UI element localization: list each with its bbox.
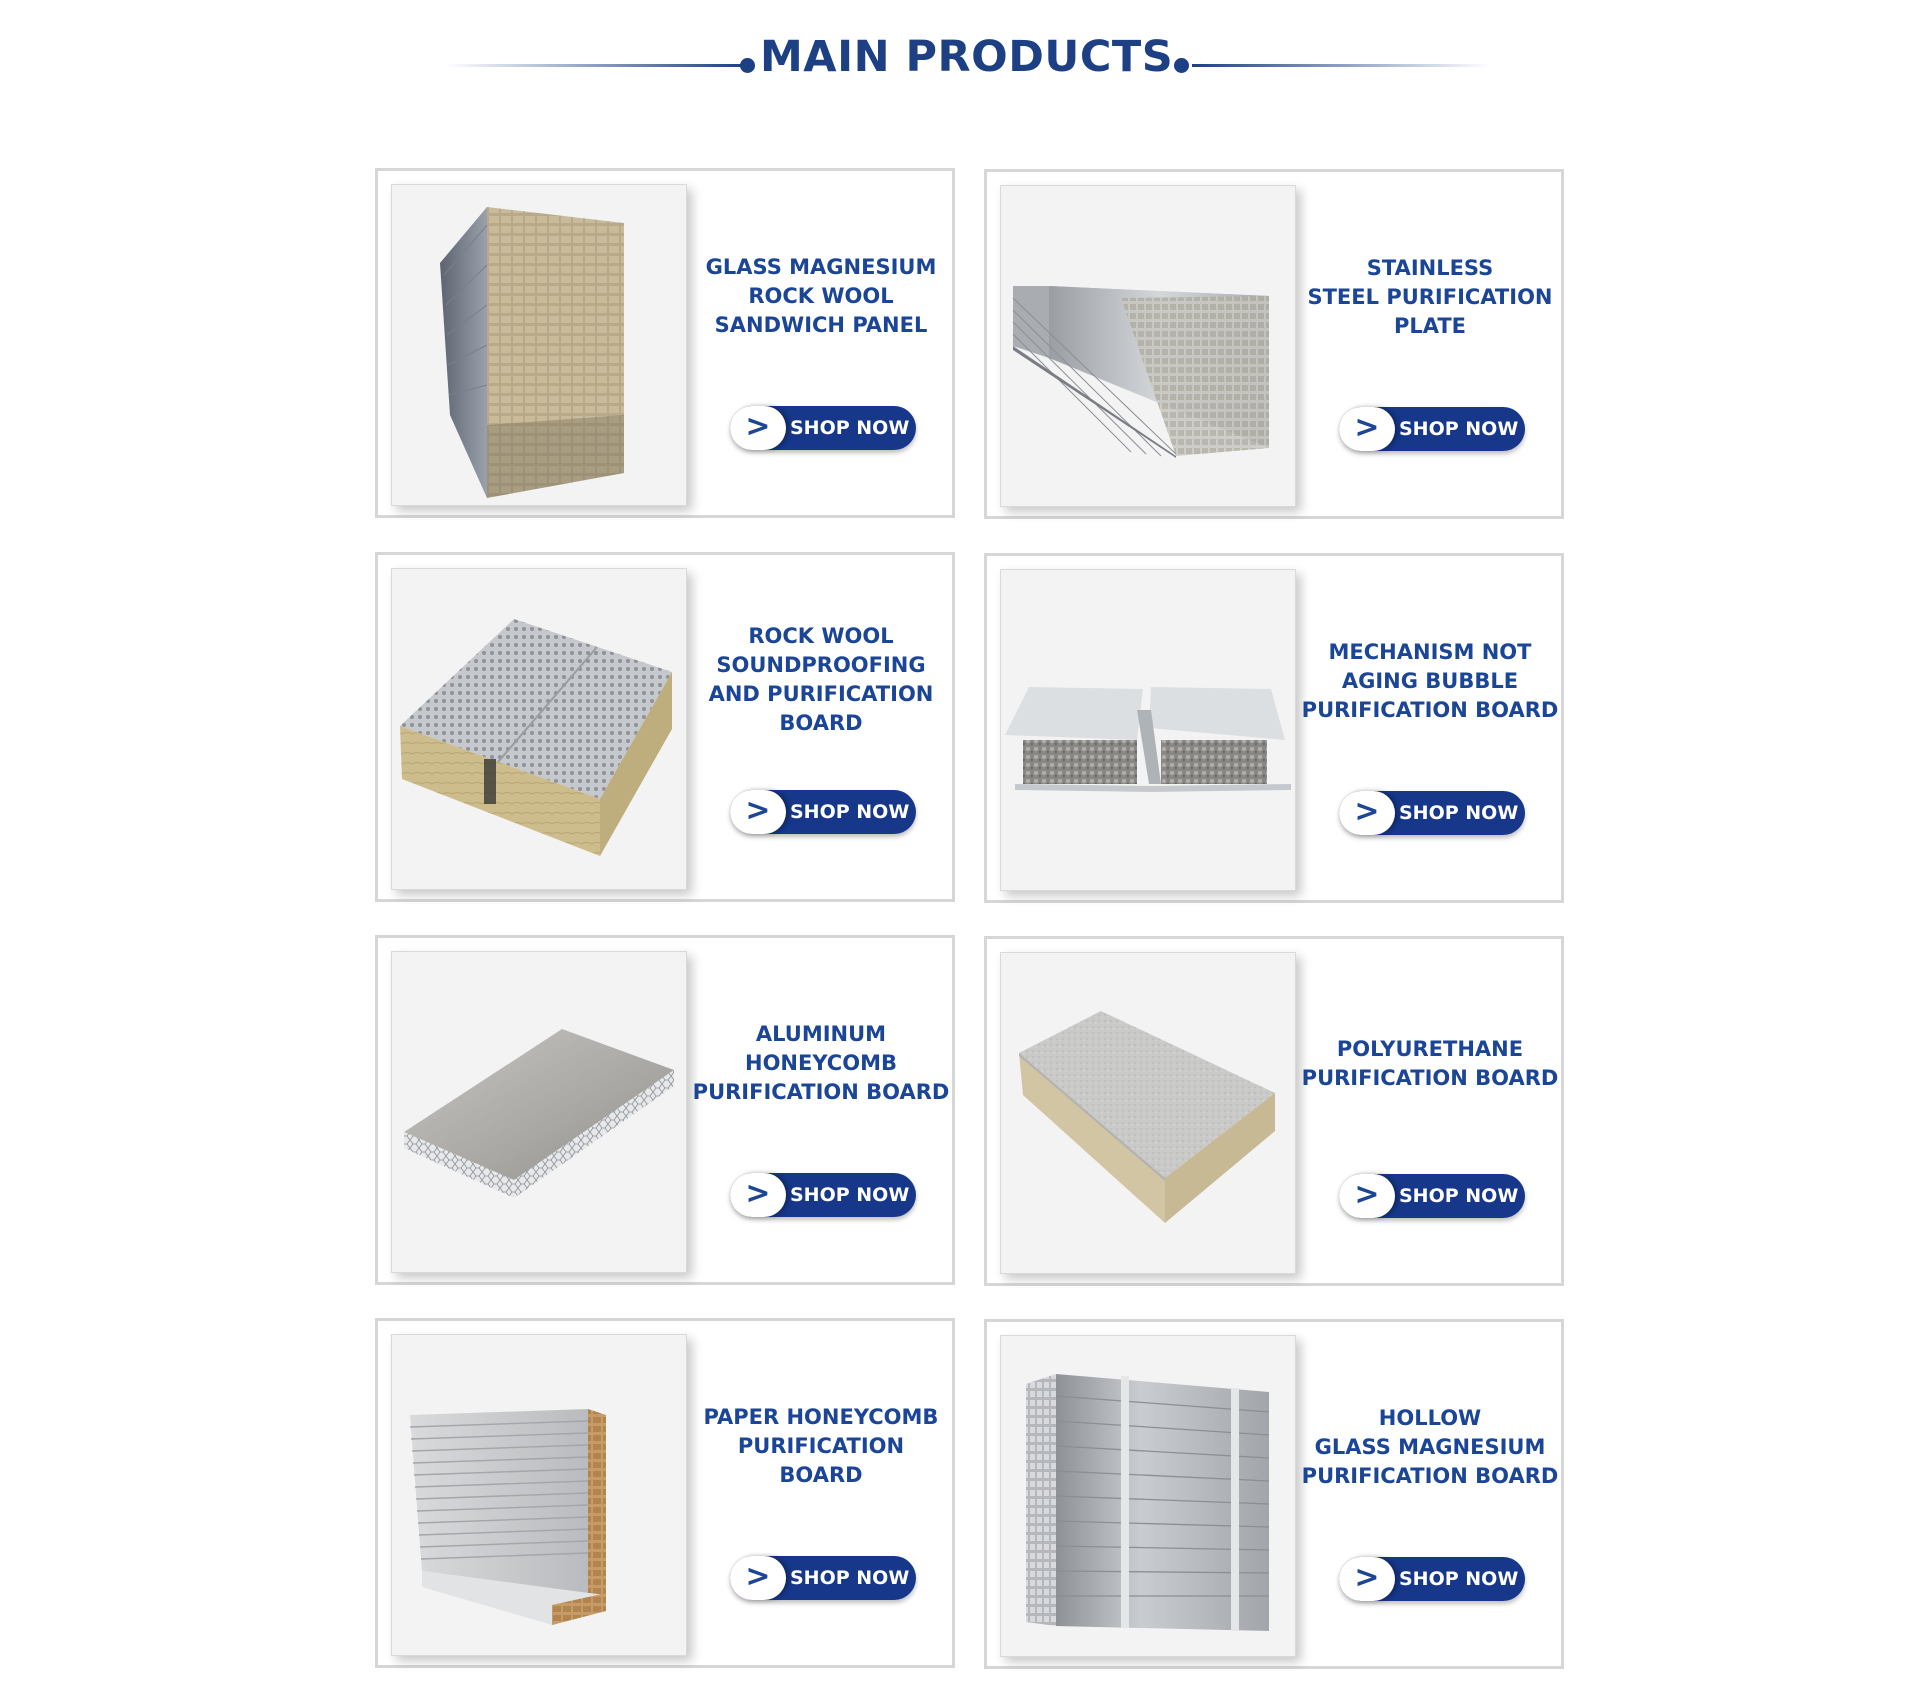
- product-image[interactable]: [1000, 952, 1296, 1274]
- shop-now-button[interactable]: [1339, 1174, 1525, 1218]
- title-divider-left: [445, 64, 743, 67]
- shop-now-button[interactable]: [730, 1173, 916, 1217]
- product-image[interactable]: [391, 951, 687, 1273]
- product-title: STAINLESS STEEL PURIFICATION PLATE: [1307, 255, 1553, 338]
- shop-now-label: SHOP NOW: [1399, 1568, 1519, 1590]
- product-card-aluminum-honeycomb: [375, 935, 955, 1285]
- product-card-glass-magnesium-rock-wool: [375, 168, 955, 518]
- shop-now-button[interactable]: [1339, 407, 1525, 451]
- shop-now-label: SHOP NOW: [1399, 802, 1519, 824]
- title-dot-left: [740, 58, 755, 73]
- arrow-right-icon: >: [730, 1556, 786, 1600]
- product-card-hollow-glass-magnesium: [984, 1319, 1564, 1669]
- title-divider-right: [1192, 64, 1490, 67]
- arrow-right-icon: >: [1339, 407, 1395, 451]
- shop-now-label: SHOP NOW: [1399, 1185, 1519, 1207]
- shop-now-label: SHOP NOW: [1399, 418, 1519, 440]
- shop-now-button[interactable]: [730, 790, 916, 834]
- shop-now-label: SHOP NOW: [790, 417, 910, 439]
- shop-now-button[interactable]: [730, 406, 916, 450]
- shop-now-label: SHOP NOW: [790, 801, 910, 823]
- product-card-polyurethane: [984, 936, 1564, 1286]
- shop-now-button[interactable]: [1339, 791, 1525, 835]
- product-image[interactable]: [1000, 1335, 1296, 1657]
- product-title: MECHANISM NOT AGING BUBBLE PURIFICATION BOARD: [1301, 639, 1559, 722]
- product-title: GLASS MAGNESIUM ROCK WOOL SANDWICH PANEL: [705, 254, 937, 337]
- product-image[interactable]: [1000, 185, 1296, 507]
- arrow-right-icon: >: [730, 1173, 786, 1217]
- shop-now-button[interactable]: [730, 1556, 916, 1600]
- product-image[interactable]: [1000, 569, 1296, 891]
- arrow-right-icon: >: [1339, 1174, 1395, 1218]
- page-title: MAIN PRODUCTS: [760, 32, 1174, 82]
- product-card-mechanism-bubble-board: [984, 553, 1564, 903]
- product-card-paper-honeycomb: [375, 1318, 955, 1668]
- section-header: [0, 0, 1920, 130]
- product-title: HOLLOW GLASS MAGNESIUM PURIFICATION BOARD: [1301, 1405, 1559, 1488]
- product-title: PAPER HONEYCOMB PURIFICATION BOARD: [703, 1404, 939, 1487]
- product-image[interactable]: [391, 184, 687, 506]
- product-title: ROCK WOOL SOUNDPROOFING AND PURIFICATION BOARD: [708, 624, 934, 735]
- arrow-right-icon: >: [730, 790, 786, 834]
- product-card-stainless-steel-plate: [984, 169, 1564, 519]
- product-title: POLYURETHANE PURIFICATION BOARD: [1301, 1037, 1559, 1090]
- shop-now-button[interactable]: [1339, 1557, 1525, 1601]
- product-image[interactable]: [391, 1334, 687, 1656]
- arrow-right-icon: >: [730, 406, 786, 450]
- shop-now-label: SHOP NOW: [790, 1184, 910, 1206]
- arrow-right-icon: >: [1339, 791, 1395, 835]
- shop-now-label: SHOP NOW: [790, 1567, 910, 1589]
- product-image[interactable]: [391, 568, 687, 890]
- arrow-right-icon: >: [1339, 1557, 1395, 1601]
- product-title: ALUMINUM HONEYCOMB PURIFICATION BOARD: [692, 1021, 950, 1104]
- product-card-rock-wool-soundproofing: [375, 552, 955, 902]
- title-dot-right: [1174, 58, 1189, 73]
